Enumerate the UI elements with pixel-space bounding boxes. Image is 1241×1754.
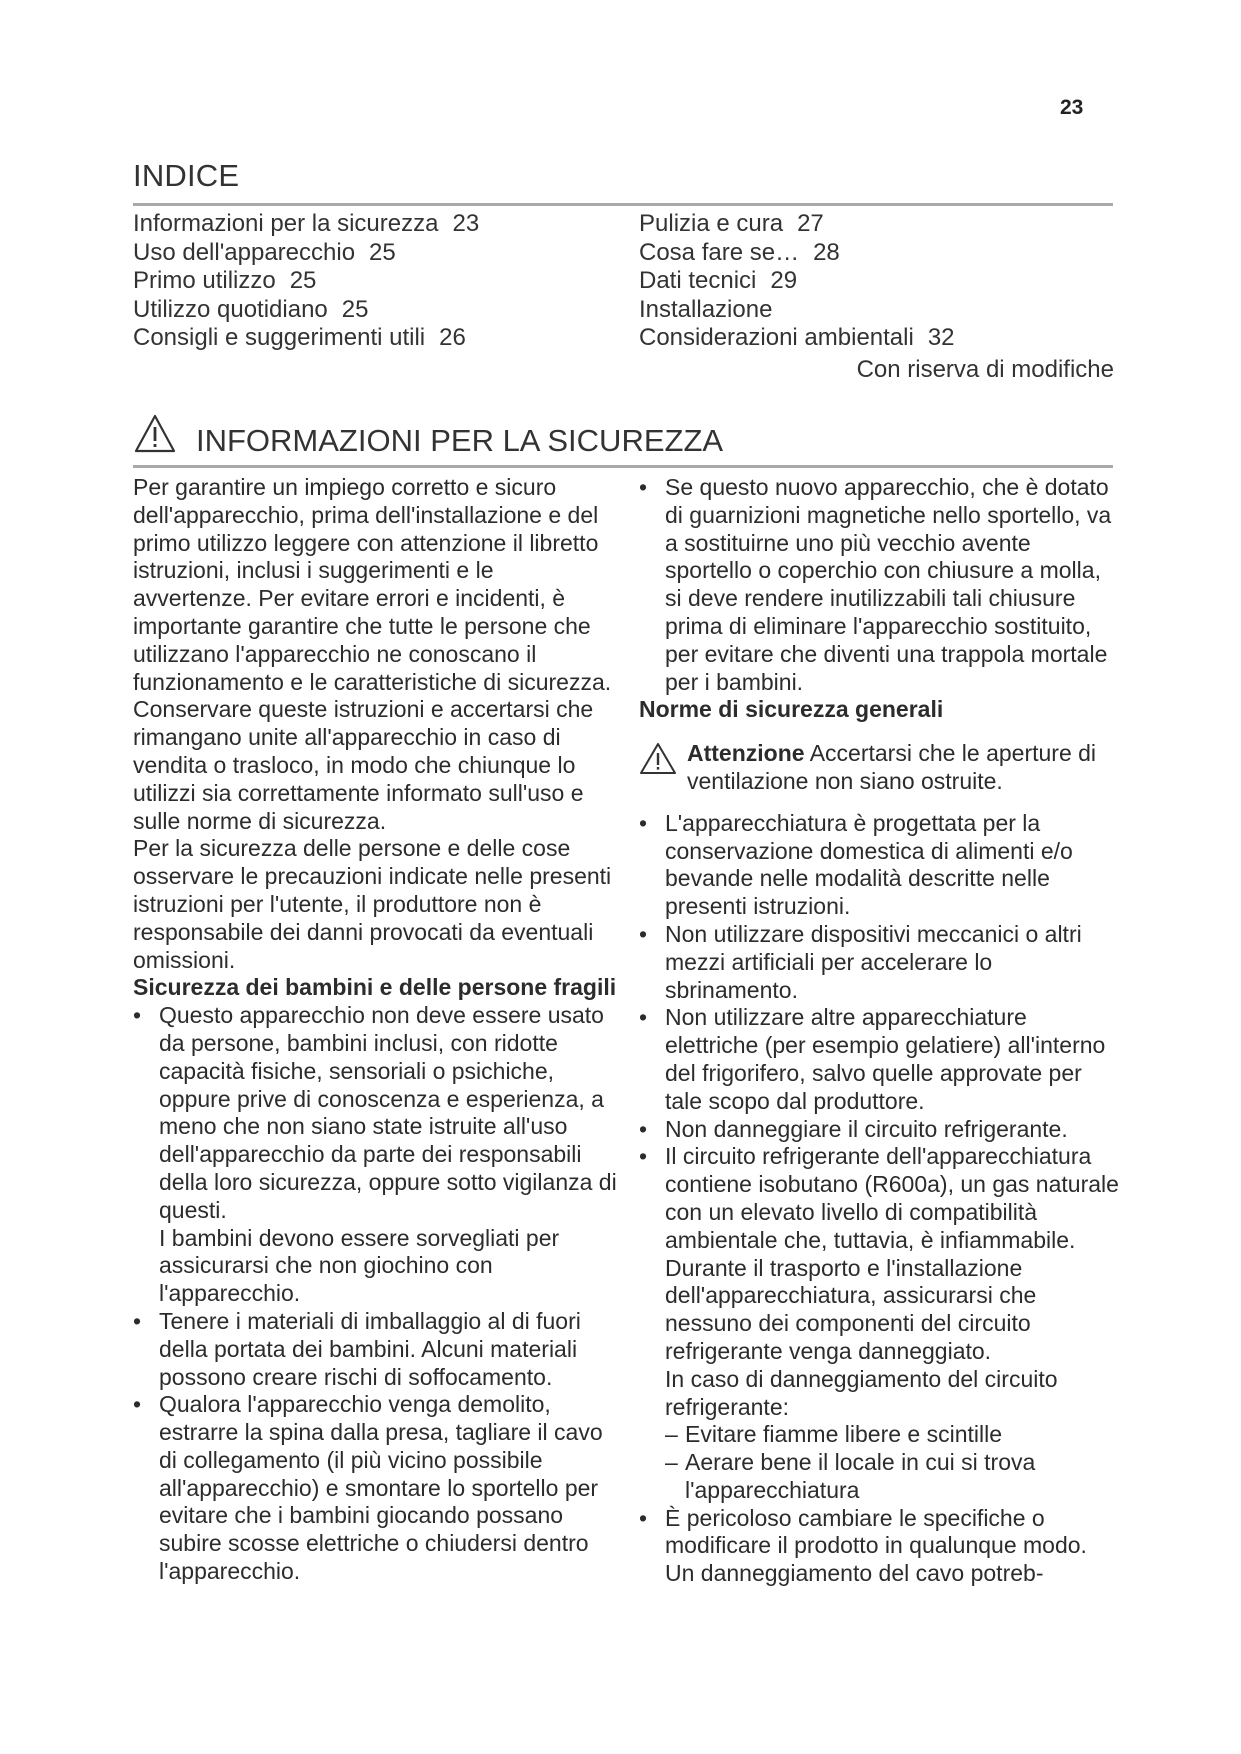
list-item: • È pericoloso cambiare le specifiche o modificare il prodotto in qualunque modo. Un danneggiamento del cavo potreb- xyxy=(639,1505,1119,1588)
toc-entry[interactable]: Pulizia e cura 27 xyxy=(639,210,824,237)
list-item: • Qualora l'apparecchio venga demolito, estrarre la spina dalla presa, tagliare il cavo di collegamento (il più vicino possibile all'apparecchio) e smontare lo sportello per evitare che i bambini giocando possano subire scosse elettriche o chiudersi dentro l'apparecchio. xyxy=(133,1391,618,1586)
toc-entry[interactable]: Informazioni per la sicurezza 23 xyxy=(133,210,480,237)
children-safety-heading: Sicurezza dei bambini e delle persone fragili xyxy=(133,974,617,1001)
intro-paragraph: Per garantire un impiego corretto e sicuro dell'apparecchio, prima dell'installazione e del primo utilizzo leggere con attenzione il libretto istruzioni, inclusi i suggerimenti e le avvertenze. Per evitare errori e incidenti, è importante garantire che tutte le persone che utilizzano l'apparecchio ne conoscano il funzionamento e le caratteristiche di sicurezza. Conservare queste istruzioni e accertarsi che rimangano unite all'apparecchio in caso di vendita o trasloco, in modo che chiunque lo utilizzi sia correttamente informato sull'uso e sulle norme di sicurezza. xyxy=(133,474,612,834)
list-item: • Non utilizzare altre apparecchiature elettriche (per esempio gelatiere) all'interno del frigorifero, salvo quelle approvate per tale scopo dal produttore. xyxy=(639,1004,1119,1115)
toc-entry[interactable]: Consigli e suggerimenti utili 26 xyxy=(133,324,466,351)
reserve-note: Con riserva di modifiche xyxy=(856,356,1114,383)
attention-text: Accertarsi che le aperture di ventilazione non siano ostruite. xyxy=(687,740,1097,794)
intro-paragraph: Per la sicurezza delle persone e delle cose osservare le precauzioni indicate nelle presenti istruzioni per l'utente, il produttore non è responsabile dei danni provocati da eventuali omissioni. xyxy=(133,835,612,973)
list-item: • Il circuito refrigerante dell'apparecchiatura contiene isobutano (R600a), un gas naturale con un elevato livello di compatibilità ambientale che, tuttavia, è infiammabile. xyxy=(639,1143,1119,1254)
list-item-continuation: Durante il trasporto e l'installazione dell'apparecchiatura, assicurarsi che nessuno dei componenti del circuito refrigerante venga danneggiato. xyxy=(665,1254,1037,1364)
section-title: INFORMAZIONI PER LA SICUREZZA xyxy=(196,423,724,458)
page-number: 23 xyxy=(1060,96,1084,119)
right-text-column xyxy=(639,474,1119,1588)
toc-entry[interactable]: Uso dell'apparecchio 25 xyxy=(133,238,396,266)
list-item-continuation: I bambini devono essere sorvegliati per assicurarsi che non giochino con l'apparecchio. xyxy=(159,1224,560,1307)
toc-entry[interactable]: Dati tecnici 29 xyxy=(639,267,798,294)
attention-notice xyxy=(639,740,1119,796)
toc-entry[interactable]: Installazione xyxy=(639,295,773,323)
list-item: • Non danneggiare il circuito refrigerante. xyxy=(639,1116,1119,1144)
toc-entry[interactable]: Primo utilizzo 25 xyxy=(133,267,317,294)
list-item: • Non utilizzare dispositivi meccanici o altri mezzi artificiali per accelerare lo sbrinamento. xyxy=(639,921,1119,1004)
warning-icon xyxy=(133,413,177,455)
list-item-continuation: In caso di danneggiamento del circuito refrigerante: xyxy=(665,1365,1058,1420)
list-item: • Se questo nuovo apparecchio, che è dotato di guarnizioni magnetiche nello sportello, va a sostituirne uno più vecchio avente sportello o coperchio con chiusure a molla, si deve rendere inutilizzabili tali chiusure prima di eliminare l'apparecchio sostituito, per evitare che diventi una trappola mortale per i bambini. xyxy=(639,474,1119,696)
dash-item: – Evitare fiamme libere e scintille xyxy=(639,1421,1119,1449)
toc-left-column xyxy=(133,210,479,353)
dash-item: – Aerare bene il locale in cui si trova l'apparecchiatura xyxy=(639,1449,1119,1505)
toc-divider xyxy=(133,203,1113,206)
general-safety-heading: Norme di sicurezza generali xyxy=(639,696,944,723)
toc-entry[interactable]: Cosa fare se… 28 xyxy=(639,238,840,266)
toc-entry[interactable]: Considerazioni ambientali 32 xyxy=(639,324,955,351)
section-divider xyxy=(133,465,1113,468)
warning-icon xyxy=(639,742,677,776)
toc-title: INDICE xyxy=(133,158,240,193)
list-item: • L'apparecchiatura è progettata per la conservazione domestica di alimenti e/o bevande nelle modalità descritte nelle presenti istruzioni. xyxy=(639,810,1119,921)
left-text-column xyxy=(133,474,618,1586)
toc-entry[interactable]: Utilizzo quotidiano 25 xyxy=(133,295,369,323)
list-item: • Questo apparecchio non deve essere usato da persone, bambini inclusi, con ridotte capacità fisiche, sensoriali o psichiche, oppure prive di conoscenza e esperienza, a meno che non siano state istruite all'uso dell'apparecchio da parte dei responsabili della loro sicurezza, oppure sotto vigilanza di questi. xyxy=(133,1002,618,1224)
list-item: • Tenere i materiali di imballaggio al di fuori della portata dei bambini. Alcuni materiali possono creare rischi di soffocamento. xyxy=(133,1308,618,1391)
toc-right-column xyxy=(639,210,955,353)
attention-label: Attenzione xyxy=(687,740,805,767)
